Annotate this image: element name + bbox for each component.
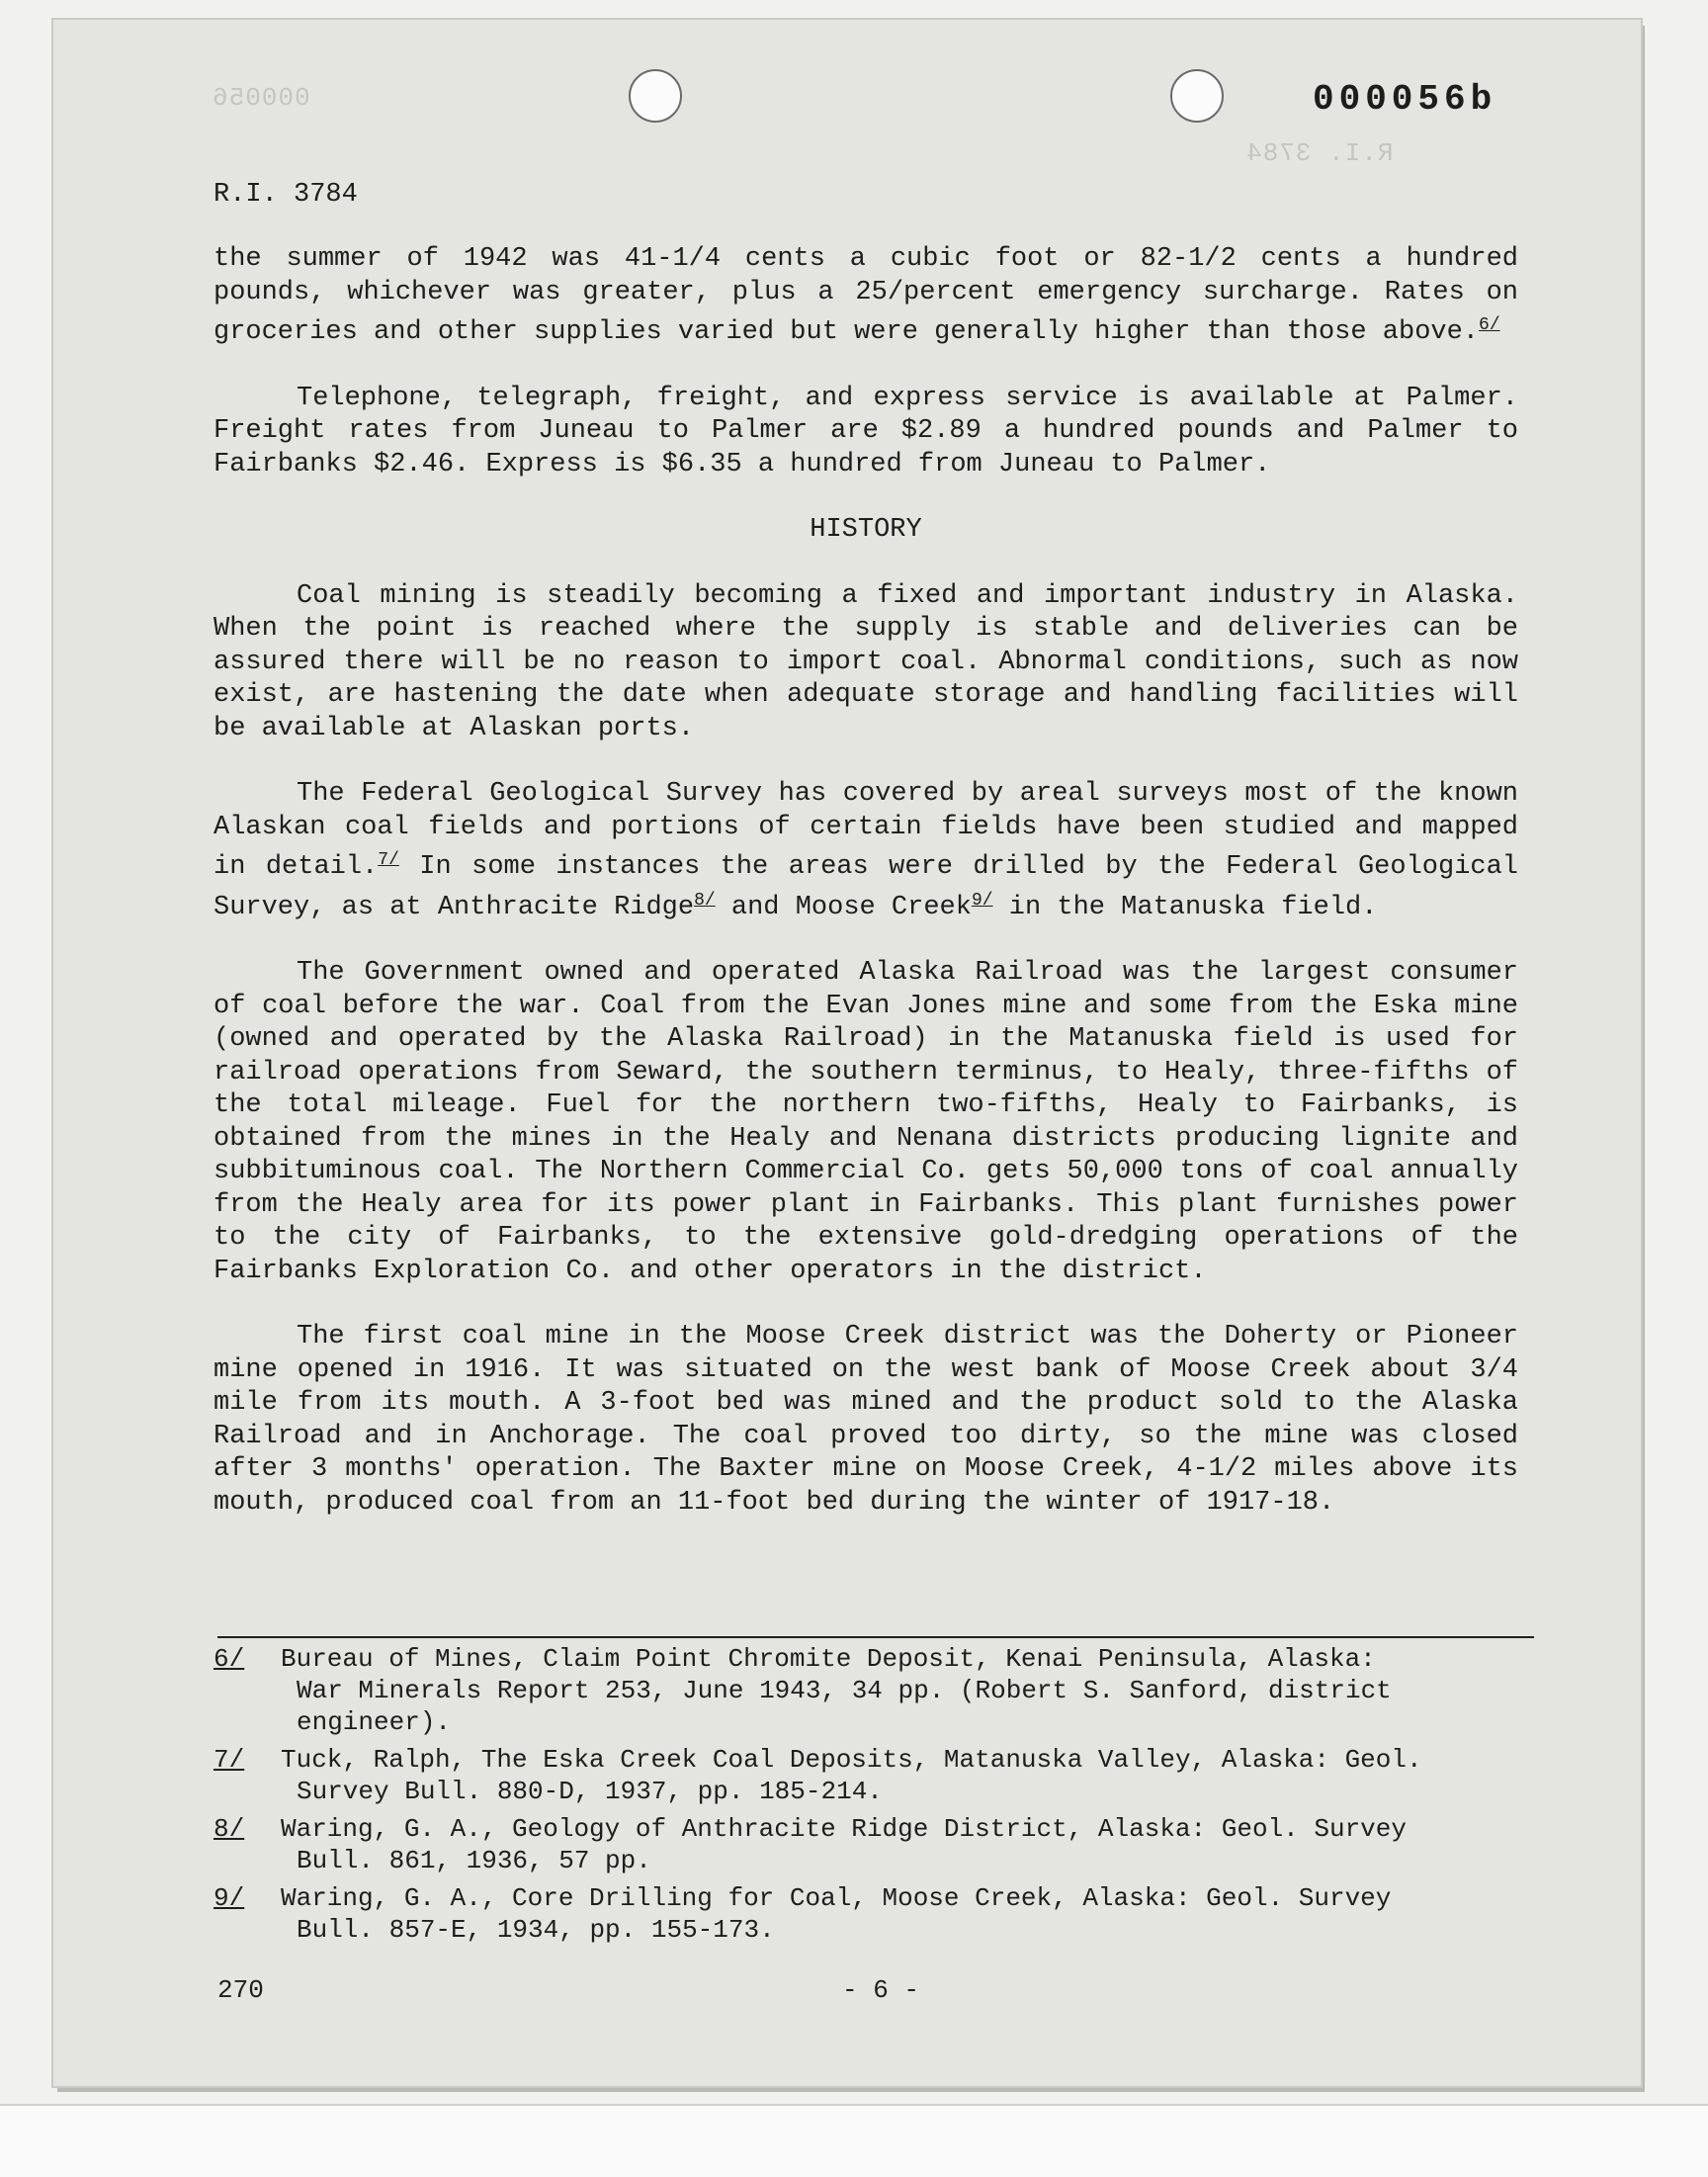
footnote-line: War Minerals Report 253, June 1943, 34 pp. (Robert S. Sanford, district: [297, 1676, 1392, 1705]
footnote-9: [214, 1882, 1528, 1946]
opening-paragraph-text: the summer of 1942 was 41-1/4 cents a cubic foot or 82-1/2 cents a hundred pounds, whichever was greater, plus a 25/percent emergency surcharge. Rates on groceries and other supplies varied but were generally higher than those above.: [214, 244, 1518, 347]
footnote-text: [281, 1813, 1528, 1876]
footnote-line: Waring, G. A., Geology of Anthracite Ridge District, Alaska: Geol. Survey: [281, 1814, 1407, 1844]
survey-text-c: and Moose Creek: [715, 892, 972, 922]
bleedthrough-number: 000056: [212, 83, 310, 113]
footnote-number: 8/: [214, 1814, 245, 1844]
footnote-line: Survey Bull. 880-D, 1937, pp. 185-214.: [297, 1777, 883, 1806]
footnote-6: [214, 1643, 1528, 1738]
page-body: [214, 243, 1518, 1552]
footnote-line: Waring, G. A., Core Drilling for Coal, Moose Creek, Alaska: Geol. Survey: [281, 1883, 1392, 1913]
report-id: R.I. 3784: [214, 180, 358, 210]
footnote-text: [281, 1882, 1528, 1946]
footnote-ref-9: 9/: [971, 890, 993, 911]
page-number: - 6 -: [842, 1975, 920, 2005]
footnote-ref-7: 7/: [378, 850, 399, 870]
footnote-divider: [217, 1636, 1534, 1638]
document-number: 000056b: [1313, 79, 1497, 120]
footnote-line: Bureau of Mines, Claim Point Chromite Deposit, Kenai Peninsula, Alaska:: [281, 1644, 1376, 1674]
survey-text-b: In some instances the areas were drilled by the Federal Geological Survey, as at Anthracite Ridge: [214, 852, 1519, 922]
scanner-margin: [0, 2104, 1708, 2177]
footnote-ref-6: 6/: [1479, 315, 1500, 335]
paragraph-first-mine: The first coal mine in the Moose Creek district was the Doherty or Pioneer mine opened in 1916. It was situated on the west bank of Moose Creek about 3/4 mile from its mouth. A 3-foot bed was mined and the product sold to the Alaska Railroad and in Anchorage. The coal proved too dirty, so the mine was closed after 3 months' operation. The Baxter mine on Moose Creek, 4-1/2 miles above its mouth, produced coal from an 11-foot bed during the winter of 1917-18.: [214, 1322, 1518, 1518]
paragraph-geological-survey: [214, 778, 1518, 924]
punch-hole-left: [629, 69, 682, 123]
paragraph-coal-mining: Coal mining is steadily becoming a fixed and important industry in Alaska. When the point is reached where the supply is stable and deliveries can be assured there will be no reason to import coal. Abnormal conditions, such as now exist, are hastening the date when adequate storage and handling facilities will be available at Alaskan ports.: [214, 580, 1518, 743]
paragraph-telephone: Telephone, telegraph, freight, and express service is available at Palmer. Freight rates from Juneau to Palmer are $2.89 a hundred pounds and Palmer to Fairbanks $2.46. Express is $6.35 a hundred from Juneau to Palmer.: [214, 383, 1518, 479]
footnote-line: engineer).: [297, 1707, 452, 1737]
bleedthrough-report-id: R.I. 3784: [1245, 138, 1394, 168]
punch-hole-right: [1170, 69, 1224, 123]
footnote-text: [281, 1643, 1528, 1738]
footnotes: [214, 1643, 1528, 1952]
footnote-number: 7/: [214, 1745, 245, 1775]
paragraph-railroad: The Government owned and operated Alaska Railroad was the largest consumer of coal before the war. Coal from the Evan Jones mine and some from the Eska mine (owned and operated by the Alaska Railroad) in the Matanuska field is used for railroad operations from Seward, the southern terminus, to Healy, three-fifths of the total mileage. Fuel for the northern two-fifths, Healy to Fairbanks, is obtained from the mines in the Healy and Nenana districts producing lignite and subbituminous coal. The Northern Commercial Co. gets 50,000 tons of coal annually from the Healy area for its power plant in Fairbanks. This plant furnishes power to the city of Fairbanks, to the extensive gold-dredging operations of the Fairbanks Exploration Co. and other operators in the district.: [214, 958, 1518, 1286]
opening-paragraph: [214, 243, 1518, 350]
footnote-line: Bull. 861, 1936, 57 pp.: [297, 1846, 651, 1875]
footnote-line: Tuck, Ralph, The Eska Creek Coal Deposits, Matanuska Valley, Alaska: Geol.: [281, 1745, 1422, 1775]
footnote-line: Bull. 857-E, 1934, pp. 155-173.: [297, 1915, 775, 1945]
footnote-ref-8: 8/: [694, 890, 716, 911]
footnote-number: 9/: [214, 1883, 245, 1913]
footnote-text: [281, 1744, 1528, 1807]
page-code: 270: [217, 1975, 264, 2005]
footnote-number: 6/: [214, 1644, 245, 1674]
footnote-7: [214, 1744, 1528, 1807]
history-heading: HISTORY: [810, 515, 922, 545]
survey-text-a: The Federal Geological Survey has covered by areal surveys most of the known Alaskan coal fields and portions of certain fields have been studied and mapped in detail.: [214, 779, 1518, 882]
footnote-8: [214, 1813, 1528, 1876]
survey-text-d: in the Matanuska field.: [992, 892, 1378, 922]
